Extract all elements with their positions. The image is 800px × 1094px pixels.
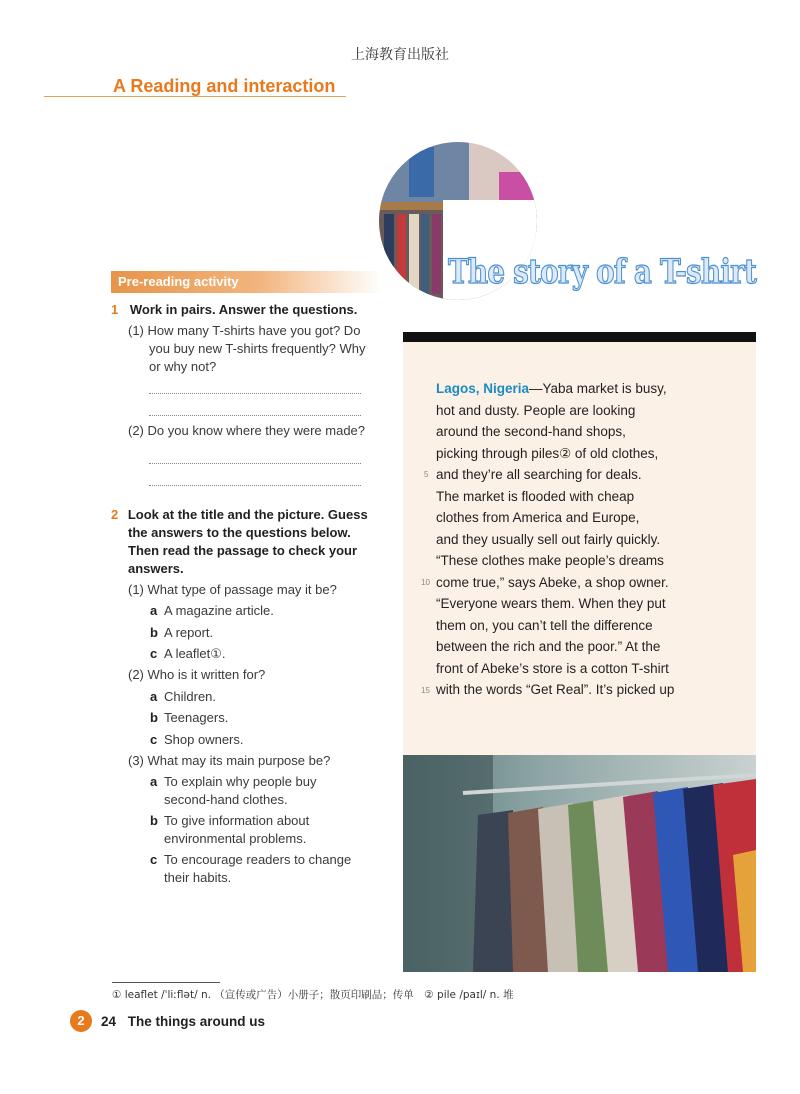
q1-sub-1-line: or why not? (149, 359, 217, 374)
question-2-prompt-line: Then read the passage to check your (128, 543, 358, 558)
footnote-rule (112, 982, 220, 983)
line-number: 10 (421, 578, 430, 587)
question-2-number: 2 (111, 507, 119, 522)
passage-line: picking through piles② of old clothes, (436, 445, 659, 461)
passage-line: “Everyone wears them. When they put (436, 596, 666, 611)
option-item (150, 812, 309, 848)
answer-line (149, 393, 361, 394)
unit-title: The things around us (127, 1014, 266, 1029)
footnote: ① leaflet /ˈliːflət/ n. （宣传或广告）小册子；散页印刷品；传单 ② pile /paɪl/ n. 堆 (112, 989, 514, 1001)
question-1-number: 1 (111, 302, 119, 317)
q2-sub-2 (128, 666, 265, 684)
publisher-name: 上海教育出版社 (351, 47, 449, 63)
question-1 (111, 301, 357, 319)
q1-sub-2-line: Do you know where they were made? (147, 423, 366, 438)
option-letter: c (150, 646, 158, 661)
question-1-prompt: Work in pairs. Answer the questions. (129, 302, 358, 317)
q2-sub-1-label: (1) (128, 582, 144, 597)
question-2-prompt-line: Look at the title and the picture. Guess (127, 507, 368, 522)
option-item (150, 851, 351, 887)
q1-sub-1 (128, 322, 366, 376)
option-item (150, 773, 317, 809)
option-item (150, 688, 216, 706)
option-letter: b (150, 625, 158, 640)
option-text: To encourage readers to change (164, 852, 352, 867)
q1-sub-1-line: you buy new T-shirts frequently? Why (149, 341, 366, 356)
passage-line: clothes from America and Europe, (436, 510, 640, 525)
answer-line (149, 463, 361, 464)
pre-reading-label: Pre-reading activity (111, 271, 381, 293)
q2-sub-2-text: Who is it written for? (147, 667, 266, 682)
passage-line: front of Abeke’s store is a cotton T-shirt (436, 660, 669, 676)
option-text: second-hand clothes. (164, 792, 288, 807)
option-item (150, 645, 226, 663)
passage-line: and they usually sell out fairly quickly. (436, 531, 661, 547)
question-2-prompt-line: the answers to the questions below. (128, 525, 351, 540)
question-2 (111, 506, 368, 578)
option-item (150, 731, 244, 749)
clothes-rack-icon (403, 755, 756, 972)
page-footer (101, 1014, 265, 1029)
passage-line: hot and dusty. People are looking (436, 402, 636, 418)
option-text: Teenagers. (164, 710, 229, 725)
q1-sub-2 (128, 422, 365, 440)
option-text: Shop owners. (164, 732, 244, 747)
q2-sub-3-label: (3) (128, 753, 144, 768)
question-2-prompt-line: answers. (128, 561, 184, 576)
q2-sub-3 (128, 752, 330, 770)
q2-sub-3-text: What may its main purpose be? (147, 753, 331, 768)
passage-line: around the second-hand shops, (436, 424, 626, 439)
passage-top-bar (403, 332, 756, 342)
passage-line: them on, you can’t tell the difference (436, 617, 653, 633)
option-letter: a (150, 774, 158, 789)
option-text: To explain why people buy (164, 774, 317, 789)
option-text: their habits. (164, 870, 232, 885)
option-item (150, 709, 228, 727)
option-text: A leaflet①. (164, 646, 226, 661)
option-item (150, 602, 274, 620)
option-letter: b (150, 710, 158, 725)
q2-sub-1-text: What type of passage may it be? (147, 582, 337, 597)
line-number: 5 (424, 470, 429, 479)
option-text: A report. (164, 625, 214, 640)
option-text: To give information about (164, 813, 310, 828)
option-letter: a (150, 689, 158, 704)
q2-sub-2-label: (2) (128, 667, 144, 682)
passage-line: The market is flooded with cheap (436, 488, 635, 504)
q1-sub-1-label: (1) (128, 323, 144, 338)
page-number: 24 (101, 1014, 117, 1029)
q1-sub-2-label: (2) (128, 423, 144, 438)
passage-line: with the words “Get Real”. It’s picked up (436, 682, 675, 697)
section-title: A Reading and interaction (113, 76, 336, 96)
passage-line: and they’re all searching for deals. (436, 467, 642, 482)
option-letter: c (150, 732, 158, 747)
section-divider (44, 96, 346, 97)
option-text: Children. (164, 689, 217, 704)
clothes-rack-photo (403, 755, 756, 972)
option-item (150, 624, 213, 642)
option-text: A magazine article. (164, 603, 274, 618)
line-number: 15 (421, 686, 430, 695)
passage-line: —Yaba market is busy, (529, 381, 667, 396)
passage-line: “These clothes make people’s dreams (436, 553, 664, 568)
passage-city: Lagos, Nigeria (436, 381, 530, 396)
passage-line: come true,” says Abeke, a shop owner. (436, 574, 669, 590)
option-letter: b (150, 813, 158, 828)
unit-badge: 2 (70, 1010, 92, 1032)
q1-sub-1-line: How many T-shirts have you got? Do (147, 323, 361, 338)
option-letter: a (150, 603, 158, 618)
option-letter: c (150, 852, 158, 867)
passage-text (436, 378, 674, 701)
option-text: environmental problems. (164, 831, 307, 846)
q2-sub-1 (128, 581, 337, 599)
passage-title: The story of a T-shirt (448, 252, 757, 292)
passage-line: between the rich and the poor.” At the (436, 639, 661, 654)
answer-line (149, 485, 361, 486)
answer-line (149, 415, 361, 416)
